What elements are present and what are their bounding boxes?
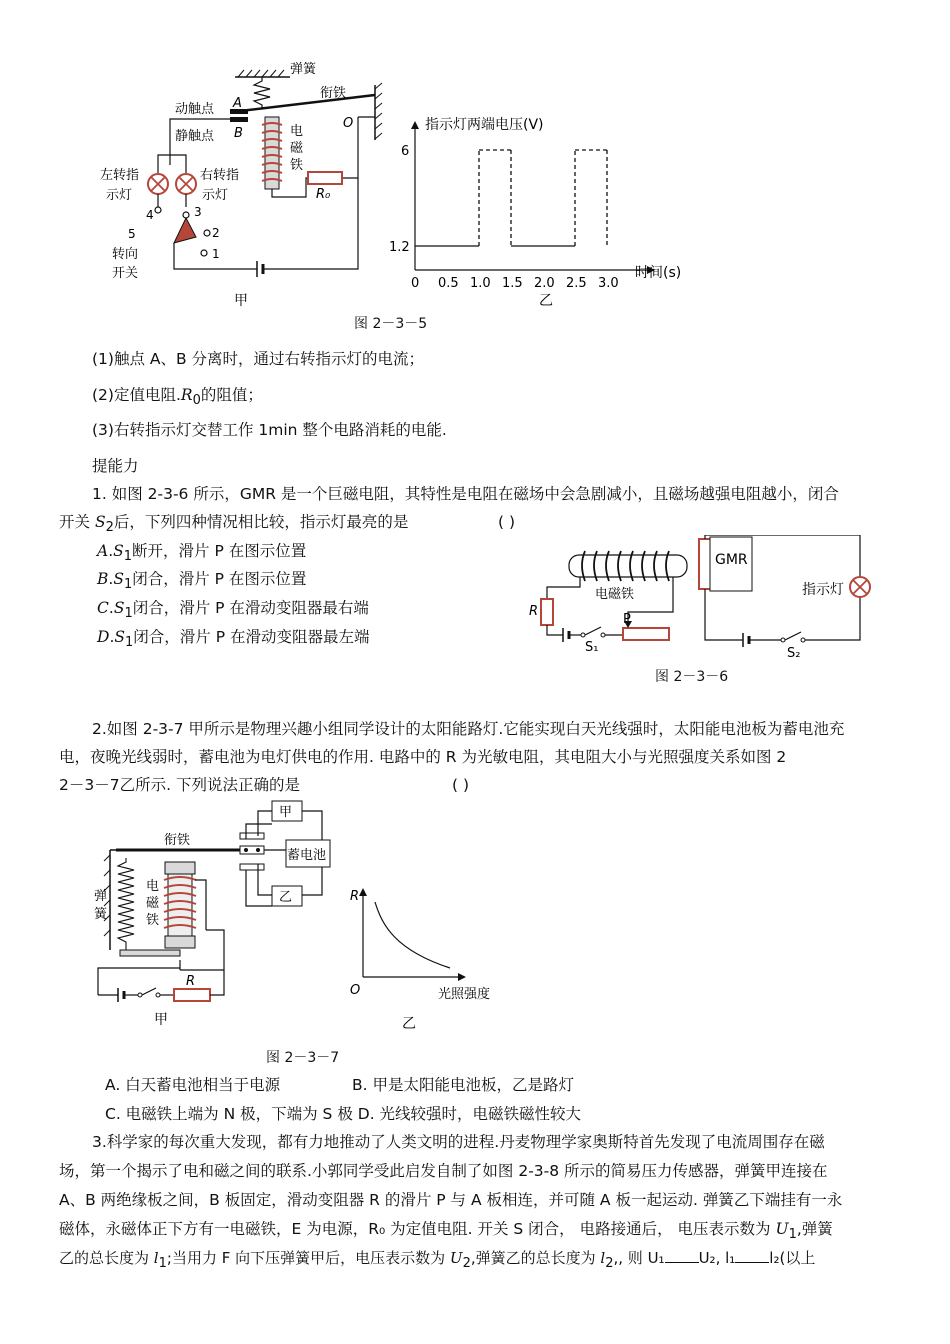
prev-item-2: (2)定值电阻$.R_0$的阻值； <box>92 386 263 409</box>
label-right-lamp-2: 示灯 <box>202 188 229 203</box>
caption-2-3-5: 图 2－3－5 <box>354 316 428 332</box>
section-title: 提能力 <box>92 457 139 475</box>
graph-label-x: 光照强度 <box>438 987 491 1002</box>
figure-2-3-5-circuit <box>90 55 400 310</box>
answer-blank-2[interactable] <box>735 1248 769 1263</box>
fig237-label-spring-2: 簧 <box>94 907 108 922</box>
q1-option-d: $D.S_1$闭合，滑片 P 在滑动变阻器最左端 <box>97 628 370 651</box>
label-static-contact: 静触点 <box>175 129 215 144</box>
caption-2-3-6: 图 2－3－6 <box>655 669 729 685</box>
x-tick-label: 2.0 <box>534 276 555 291</box>
x-tick-label: 3.0 <box>598 276 619 291</box>
fig237-label-em-3: 铁 <box>146 913 160 928</box>
switch-num-1: 1 <box>212 247 220 261</box>
fig237-label-battery: 蓄电池 <box>287 848 327 863</box>
figure-2-3-6-circuit <box>525 535 875 665</box>
figure-2-3-7 <box>90 800 530 1040</box>
fig236-label-gmr: GMR <box>715 552 748 568</box>
x-tick-label: 0.5 <box>438 276 459 291</box>
q3-line-3: A、B 两绝缘板之间，B 板固定，滑动变阻器 R 的滑片 P 与 A 板相连，并可随 A 板一起运动. 弹簧乙下端挂有一永 <box>59 1191 843 1209</box>
q1-line-2: 开关 $S_2$后，下列四种情况相比较，指示灯最亮的是 <box>59 513 409 536</box>
q2-line-3: 2－3－7乙所示. 下列说法正确的是 <box>59 776 300 794</box>
q1-option-c: $C.S_1$闭合，滑片 P 在滑动变阻器最右端 <box>97 599 369 622</box>
q1-line-1: 1. 如图 2-3-6 所示，GMR 是一个巨磁电阻，其特性是电阻在磁场中会急剧减小，且磁场越强电阻越小，闭合 <box>92 485 839 503</box>
fig236-label-p: P <box>623 612 631 627</box>
q2-line-2: 电，夜晚光线弱时，蓄电池为电灯供电的作用. 电路中的 R 为光敏电阻，其电阻大小与光照强度关系如图 2 <box>59 748 787 766</box>
q3-line-1: 3.科学家的每次重大发现，都有力地推动了人类文明的进程.丹麦物理学家奥斯特首先发现了电流周围存在磁 <box>92 1133 825 1151</box>
label-o: O <box>343 116 354 131</box>
q2-option-a: A. 白天蓄电池相当于电源 <box>105 1076 281 1094</box>
fig237-label-em-1: 电 <box>146 879 160 894</box>
fig236-label-em: 电磁铁 <box>595 587 635 602</box>
label-a: A <box>233 96 242 111</box>
q2-answer-paren: ( ) <box>452 776 470 794</box>
label-right-lamp-1: 右转指 <box>200 168 240 183</box>
switch-num-2: 2 <box>212 226 220 240</box>
q3-line-4: 磁体，永磁体正下方有一电磁铁，E 为电源，R₀ 为定值电阻. 开关 S 闭合， 电路接通后， 电压表示数为 $U_1$,弹簧 <box>59 1220 833 1243</box>
x-tick-label: 1.5 <box>502 276 523 291</box>
q1-answer-paren: ( ) <box>498 513 516 531</box>
switch-num-3: 3 <box>194 205 202 219</box>
graph-label-o: O <box>350 983 361 998</box>
fig237-label-jia-box: 甲 <box>279 805 293 820</box>
prev-item-1: (1)触点 A、B 分离时，通过右转指示灯的电流； <box>92 350 425 368</box>
fig237-label-yi-box: 乙 <box>279 890 293 905</box>
fig237-label-spring-1: 弹 <box>94 889 108 904</box>
label-b: B <box>234 126 243 141</box>
caption-2-3-7: 图 2－3－7 <box>266 1050 340 1066</box>
label-armature: 衔铁 <box>320 86 347 101</box>
q2-option-b: B. 甲是太阳能电池板，乙是路灯 <box>352 1076 574 1094</box>
x-tick-label: 2.5 <box>566 276 587 291</box>
x-tick-label: 1.0 <box>470 276 491 291</box>
label-moving-contact: 动触点 <box>175 102 215 117</box>
switch-num-4: 4 <box>146 208 154 222</box>
sub-caption-jia: 甲 <box>234 293 248 309</box>
answer-blank-1[interactable] <box>665 1248 699 1263</box>
y-axis-label: 指示灯两端电压(V) <box>425 117 544 133</box>
q2-line-1: 2.如图 2-3-7 甲所示是物理兴趣小组同学设计的太阳能路灯.它能实现白天光线强时，太阳能电池板为蓄电池充 <box>92 720 845 738</box>
x-axis-label: 时间(s) <box>635 265 682 281</box>
fig237-label-em-2: 磁 <box>146 896 160 911</box>
label-em-3: 铁 <box>290 158 304 173</box>
y-tick-label: 1.2 <box>389 240 410 255</box>
q2-option-cd: C. 电磁铁上端为 N 极，下端为 S 极 D. 光线较强时，电磁铁磁性较大 <box>105 1105 582 1123</box>
label-spring: 弹簧 <box>290 62 317 77</box>
fig237-sub-jia: 甲 <box>154 1012 168 1028</box>
q1-option-a: $A.S_1$断开，滑片 P 在图示位置 <box>97 542 307 565</box>
fig237-sub-yi: 乙 <box>402 1016 416 1032</box>
voltage-chart <box>385 115 700 310</box>
fig237-label-armature: 衔铁 <box>164 833 191 848</box>
fig237-label-r: R <box>186 974 196 989</box>
prev-item-3: (3)右转指示灯交替工作 1min 整个电路消耗的电能. <box>92 421 447 439</box>
q3-line-2: 场，第一个揭示了电和磁之间的联系.小郭同学受此启发自制了如图 2-3-8 所示的简易压力传感器，弹簧甲连接在 <box>59 1162 828 1180</box>
label-switch-2: 开关 <box>112 266 139 281</box>
q3-line-5: 乙的总长度为 $l_1$;当用力 F 向下压弹簧甲后，电压表示数为 $U_2$,弹簧乙的总长度为 $l_2$,, 则 U₁ U₂, l₁ l₂(以上 <box>59 1249 816 1271</box>
fig236-label-lamp: 指示灯 <box>802 582 844 598</box>
sub-caption-yi: 乙 <box>539 293 553 309</box>
graph-label-r: R <box>350 889 360 904</box>
q1-option-b: $B.S_1$闭合，滑片 P 在图示位置 <box>97 570 307 593</box>
label-switch-1: 转向 <box>112 247 139 262</box>
label-em-2: 磁 <box>290 141 304 156</box>
switch-num-5: 5 <box>128 227 136 241</box>
label-left-lamp-1: 左转指 <box>100 168 140 183</box>
label-em-1: 电 <box>290 124 304 139</box>
label-r0: R₀ <box>316 187 331 202</box>
label-left-lamp-2: 示灯 <box>106 188 133 203</box>
x-tick-label: 0 <box>411 276 420 291</box>
fig236-label-s2: S₂ <box>787 646 801 661</box>
fig236-label-s1: S₁ <box>585 640 599 655</box>
y-tick-label: 6 <box>401 144 410 159</box>
fig236-label-r: R <box>529 604 539 619</box>
